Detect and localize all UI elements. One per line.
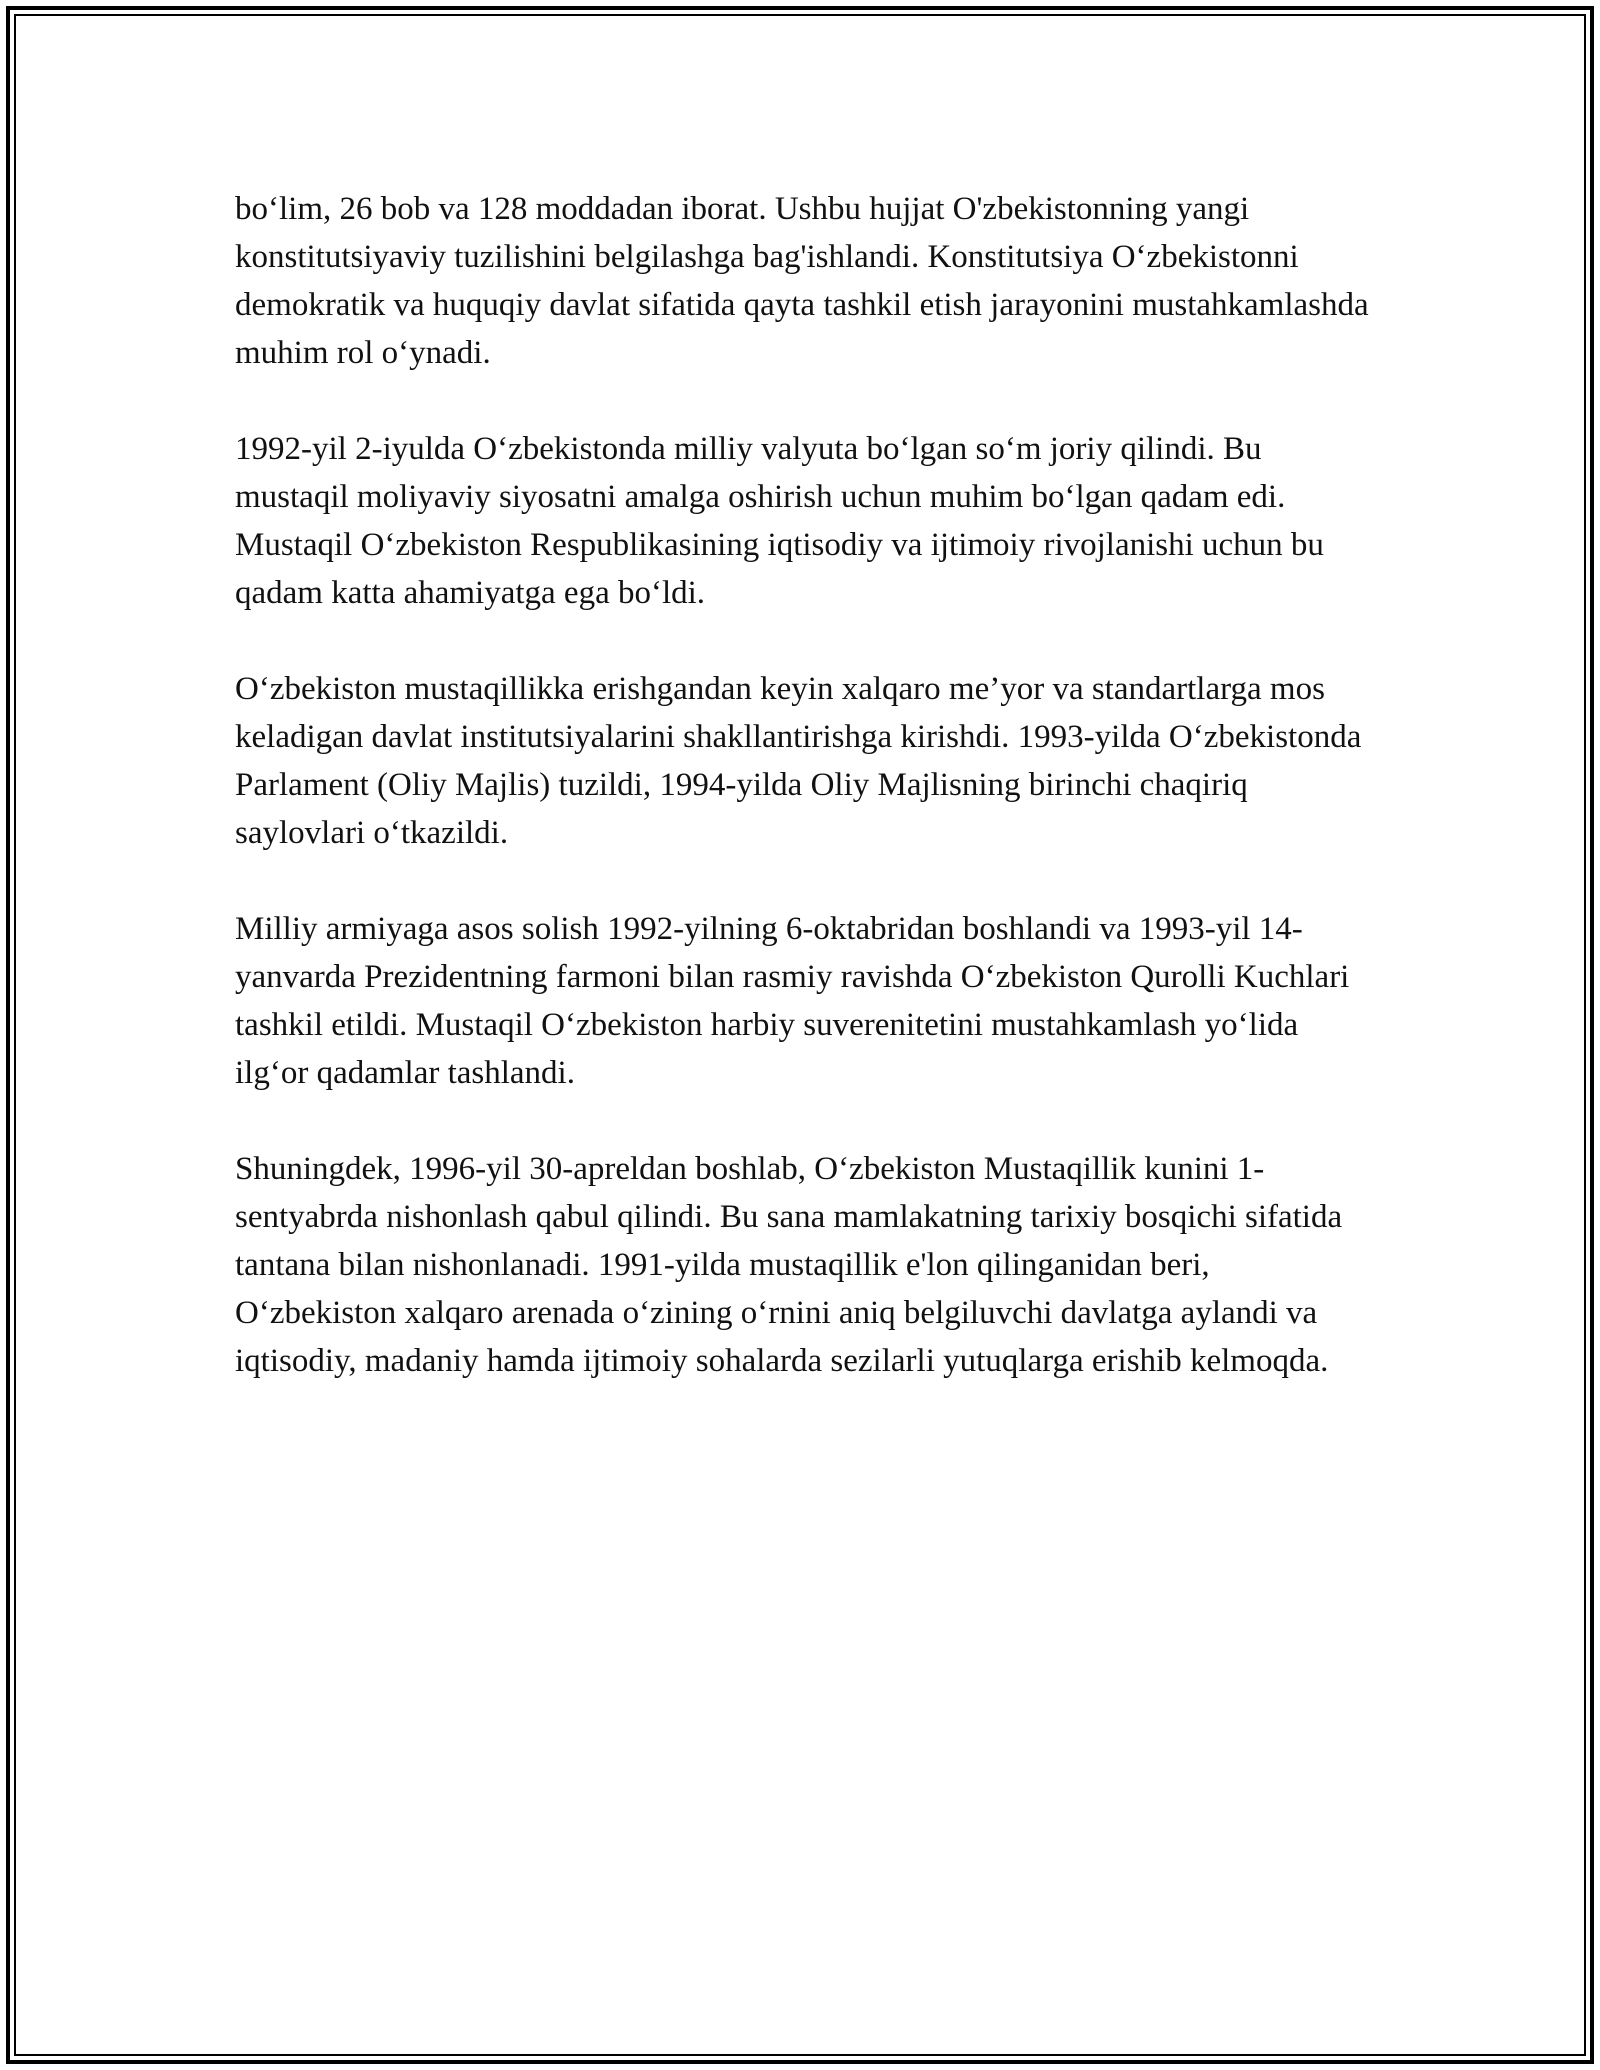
- paragraph-army: Milliy armiyaga asos solish 1992-yilning 6-oktabridan boshlandi va 1993-yil 14-yanvarda Prezidentning farmoni bilan rasmiy ravishda O‘zbekiston Qurolli Kuchlari tashkil etildi. Mustaqil O‘zbekiston harbiy suverenitetini mustahkamlash yo‘lida ilg‘or qadamlar tashlandi.: [235, 911, 1350, 1091]
- document-body: [235, 185, 1375, 1433]
- paragraph-parliament: O‘zbekiston mustaqillikka erishgandan keyin xalqaro me’yor va standartlarga mos keladigan davlat institutsiyalarini shakllantirishga kirishdi. 1993-yilda O‘zbekistonda Parlament (Oliy Majlis) tuzildi, 1994-yilda Oliy Majlisning birinchi chaqiriq saylovlari o‘tkazildi.: [235, 671, 1362, 851]
- paragraph-independence-day: Shuningdek, 1996-yil 30-apreldan boshlab, O‘zbekiston Mustaqillik kunini 1-sentyabrda nishonlash qabul qilindi. Bu sana mamlakatning tarixiy bosqichi sifatida tantana bilan nishonlanadi. 1991-yilda mustaqillik e'lon qilinganidan beri, O‘zbekiston xalqaro arenada o‘zining o‘rnini aniq belgiluvchi davlatga aylandi va iqtisodiy, madaniy hamda ijtimoiy sohalarda sezilarli yutuqlarga erishib kelmoqda.: [235, 1151, 1343, 1379]
- paragraph-constitution: bo‘lim, 26 bob va 128 moddadan iborat. Ushbu hujjat O'zbekistonning yangi konstitutsiyaviy tuzilishini belgilashga bag'ishlandi. Konstitutsiya O‘zbekistonni demokratik va huquqiy davlat sifatida qayta tashkil etish jarayonini mustahkamlashda muhim rol o‘ynadi.: [235, 191, 1369, 371]
- paragraph-currency: 1992-yil 2-iyulda O‘zbekistonda milliy valyuta bo‘lgan so‘m joriy qilindi. Bu mustaqil moliyaviy siyosatni amalga oshirish uchun muhim bo‘lgan qadam edi. Mustaqil O‘zbekiston Respublikasining iqtisodiy va ijtimoiy rivojlanishi uchun bu qadam katta ahamiyatga ega bo‘ldi.: [235, 431, 1324, 611]
